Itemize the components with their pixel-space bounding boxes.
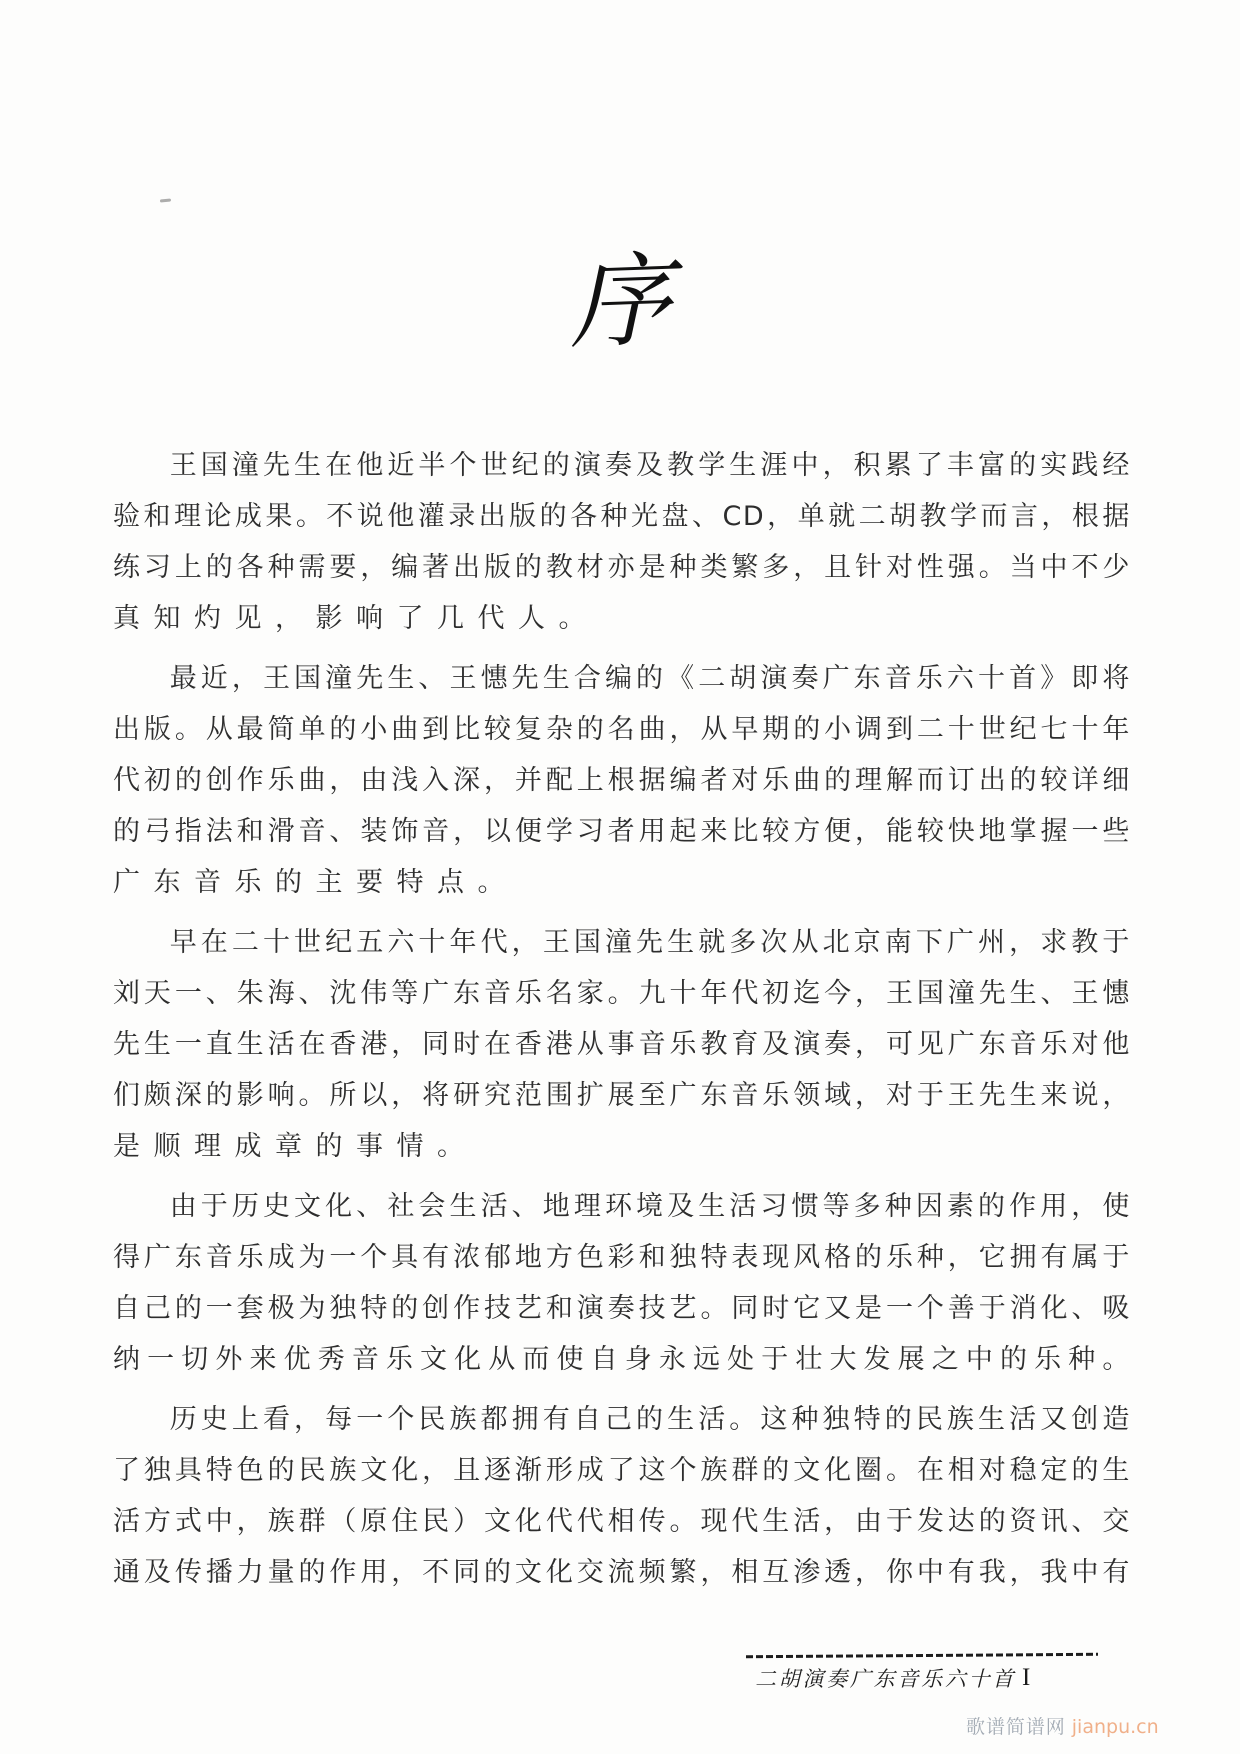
watermark-site-url: jianpu.cn	[1071, 1716, 1159, 1738]
text-line: 真知灼见，影响了几代人。	[113, 603, 599, 634]
paragraph	[113, 1181, 1131, 1385]
text-line: 通及传播力量的作用，不同的文化交流频繁，相互渗透，你中有我，我中有	[113, 1557, 1131, 1588]
footer-page-number: I	[1022, 1664, 1031, 1691]
text-line: 广东音乐的主要特点。	[113, 867, 518, 898]
text-line: 们颇深的影响。所以，将研究范围扩展至广东音乐领域，对于王先生来说，	[113, 1080, 1131, 1111]
text-line: 验和理论成果。不说他灌录出版的各种光盘、CD，单就二胡教学而言，根据	[113, 501, 1131, 532]
paragraph	[113, 1394, 1131, 1598]
paragraph	[113, 917, 1131, 1172]
text-line: 先生一直生活在香港，同时在香港从事音乐教育及演奏，可见广东音乐对他	[113, 1029, 1131, 1060]
text-line: 最近，王国潼先生、王憓先生合编的《二胡演奏广东音乐六十首》即将	[169, 663, 1131, 694]
text-line: 练习上的各种需要，编著出版的教材亦是种类繁多，且针对性强。当中不少	[113, 552, 1131, 583]
text-line: 的弓指法和滑音、装饰音，以便学习者用起来比较方便，能较快地掌握一些	[113, 816, 1131, 847]
text-line: 代初的创作乐曲，由浅入深，并配上根据编者对乐曲的理解而订出的较详细	[113, 765, 1131, 796]
text-line: 刘天一、朱海、沈伟等广东音乐名家。九十年代初迄今，王国潼先生、王憓	[113, 978, 1131, 1009]
text-line: 活方式中，族群（原住民）文化代代相传。现代生活，由于发达的资讯、交	[113, 1506, 1131, 1537]
text-line: 由于历史文化、社会生活、地理环境及生活习惯等多种因素的作用，使	[169, 1191, 1131, 1222]
text-line: 纳一切外来优秀音乐文化从而使自身永远处于壮大发展之中的乐种。	[113, 1344, 1131, 1375]
scan-artifact-mark	[160, 198, 171, 202]
preface-body	[113, 440, 1131, 1607]
paragraph	[113, 653, 1131, 908]
text-line: 是顺理成章的事情。	[113, 1131, 478, 1162]
paragraph	[113, 440, 1131, 644]
text-line: 早在二十世纪五六十年代，王国潼先生就多次从北京南下广州，求教于	[169, 927, 1131, 958]
page-title: 序	[566, 241, 674, 364]
text-line: 自己的一套极为独特的创作技艺和演奏技艺。同时它又是一个善于消化、吸	[113, 1293, 1131, 1324]
text-line: 王国潼先生在他近半个世纪的演奏及教学生涯中，积累了丰富的实践经	[169, 450, 1131, 481]
footer-scribble-rule	[746, 1653, 1098, 1658]
text-line: 出版。从最简单的小曲到比较复杂的名曲，从早期的小调到二十世纪七十年	[113, 714, 1131, 745]
text-line: 历史上看，每一个民族都拥有自己的生活。这种独特的民族生活又创造	[169, 1404, 1131, 1435]
text-line: 了独具特色的民族文化，且逐渐形成了这个族群的文化圈。在相对稳定的生	[113, 1455, 1131, 1486]
site-watermark	[966, 1714, 1159, 1740]
text-line: 得广东音乐成为一个具有浓郁地方色彩和独特表现风格的乐种，它拥有属于	[113, 1242, 1131, 1273]
watermark-site-name: 歌谱简谱网	[966, 1716, 1066, 1738]
footer-book-title: 二胡演奏广东音乐六十首	[755, 1667, 1017, 1691]
